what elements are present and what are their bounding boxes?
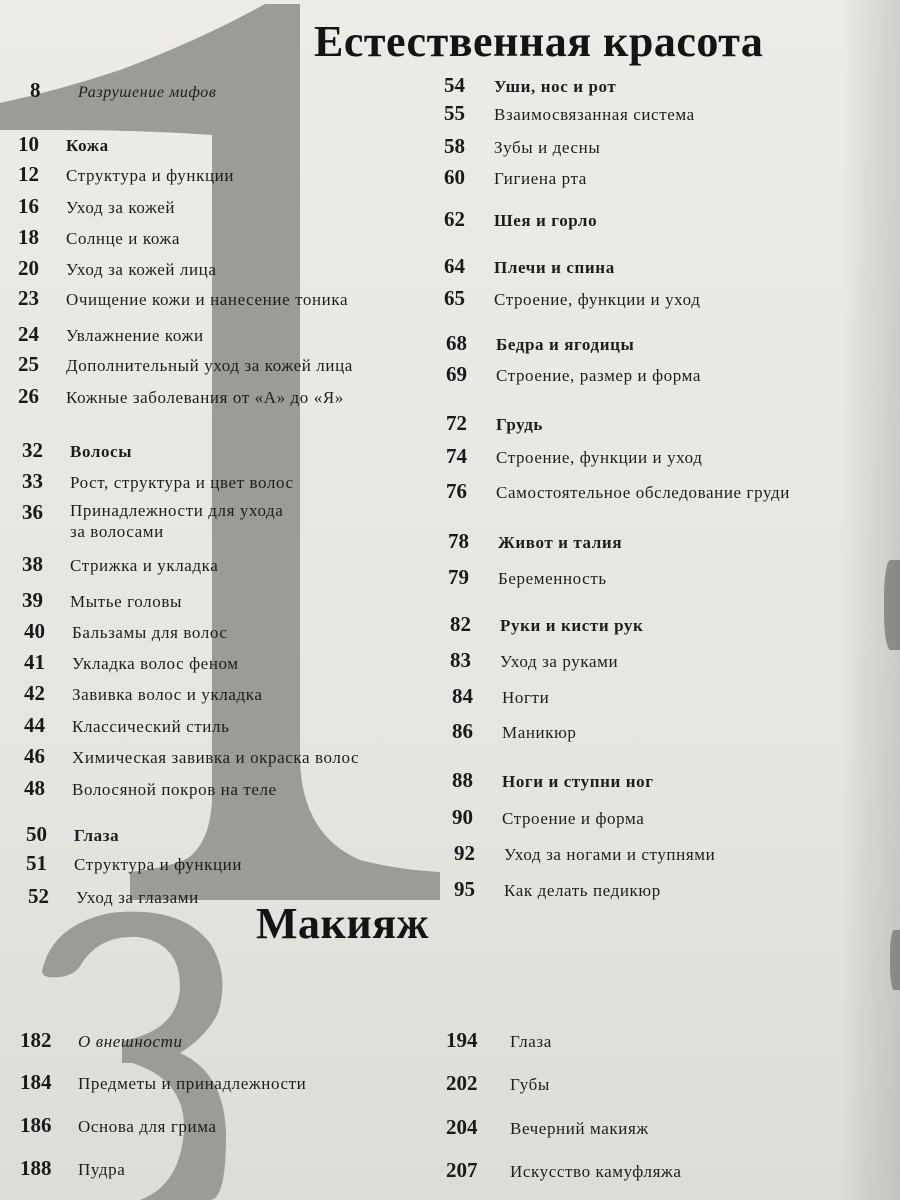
entry-title: Уши, нос и рот (494, 77, 617, 96)
toc-entry[interactable] (446, 1028, 552, 1053)
page-number: 72 (446, 411, 467, 435)
page-number: 51 (26, 851, 47, 875)
page-number: 82 (450, 612, 471, 636)
page-edge-shadow (842, 0, 900, 1200)
page-number: 78 (448, 529, 469, 553)
page-number: 48 (24, 776, 45, 800)
entry-title: Уход за кожей (66, 198, 176, 217)
entry-title: Укладка волос феном (72, 654, 239, 673)
page-number: 186 (20, 1113, 52, 1137)
toc-entry[interactable] (20, 1156, 125, 1181)
page-number: 46 (24, 744, 45, 768)
entry-title-wrap (70, 500, 283, 542)
entry-title: Увлажнение кожи (66, 326, 204, 345)
entry-title: Структура и функции (66, 166, 235, 185)
toc-entry[interactable] (450, 612, 643, 637)
entry-title: Очищение кожи и нанесение тоника (66, 290, 349, 309)
toc-entry[interactable] (20, 1113, 217, 1138)
page-number: 182 (20, 1028, 52, 1052)
toc-entry[interactable] (448, 529, 622, 554)
page-number: 24 (18, 322, 39, 346)
entry-title: Строение и форма (502, 809, 645, 828)
page-number: 95 (454, 877, 475, 901)
entry-title: Искусство камуфляжа (510, 1162, 682, 1181)
page-number: 64 (444, 254, 465, 278)
page-number: 42 (24, 681, 45, 705)
entry-title: Стрижка и укладка (70, 556, 219, 575)
page-number: 39 (22, 588, 43, 612)
entry-title: О внешности (78, 1032, 183, 1051)
entry-title: Уход за ногами и ступнями (504, 845, 716, 864)
page-number: 74 (446, 444, 467, 468)
page-number: 90 (452, 805, 473, 829)
toc-entry[interactable] (454, 877, 661, 902)
toc-entry[interactable] (18, 225, 180, 250)
page-number: 55 (444, 101, 465, 125)
entry-title: Глаза (74, 826, 120, 845)
toc-entry[interactable] (18, 256, 217, 281)
entry-title: Принадлежности для ухода (70, 501, 284, 520)
toc-entry[interactable] (18, 194, 175, 219)
entry-title: Солнце и кожа (66, 229, 181, 248)
page-number: 207 (446, 1158, 478, 1182)
toc-entry[interactable] (20, 1028, 183, 1053)
page-number: 50 (26, 822, 47, 846)
page-number: 58 (444, 134, 465, 158)
entry-title: Ноги и ступни ног (502, 772, 654, 791)
toc-entry[interactable] (18, 384, 344, 409)
page-number: 65 (444, 286, 465, 310)
toc-entry[interactable] (18, 132, 109, 157)
toc-entry[interactable] (24, 776, 277, 801)
page-number: 52 (28, 884, 49, 908)
entry-title: Грудь (496, 415, 543, 434)
toc-entry[interactable] (18, 286, 348, 311)
toc-entry[interactable] (24, 744, 359, 769)
page-number: 188 (20, 1156, 52, 1180)
page-number: 23 (18, 286, 39, 310)
toc-entry[interactable] (18, 352, 353, 377)
toc-entry[interactable] (444, 207, 597, 232)
page-number: 25 (18, 352, 39, 376)
toc-entry[interactable] (444, 286, 701, 311)
toc-entry[interactable] (444, 101, 695, 126)
toc-entry[interactable] (446, 1158, 682, 1183)
entry-title: Зубы и десны (494, 138, 601, 157)
entry-title: Уход за кожей лица (66, 260, 217, 279)
page-number: 36 (22, 500, 43, 524)
toc-entry[interactable] (452, 719, 577, 744)
toc-entry[interactable] (450, 648, 618, 673)
page-number: 83 (450, 648, 471, 672)
toc-entry[interactable] (452, 684, 549, 709)
entry-title: Взаимосвязанная система (494, 105, 695, 124)
toc-entry[interactable] (30, 78, 216, 103)
entry-title: Маникюр (502, 723, 577, 742)
page-number: 54 (444, 73, 465, 97)
entry-title: Гигиена рта (494, 169, 587, 188)
entry-title-line-2: за волосами (70, 522, 164, 541)
toc-entry[interactable] (452, 768, 654, 793)
page-number: 194 (446, 1028, 478, 1052)
page-number: 8 (30, 78, 41, 102)
entry-title: Основа для грима (78, 1117, 217, 1136)
page-number: 38 (22, 552, 43, 576)
entry-title: Уход за глазами (76, 888, 199, 907)
toc-entry[interactable] (454, 841, 715, 866)
entry-title: Как делать педикюр (504, 881, 661, 900)
toc-entry[interactable] (444, 165, 587, 190)
entry-title: Бальзамы для волос (72, 623, 228, 642)
toc-entry[interactable] (18, 162, 234, 187)
toc-entry[interactable] (24, 619, 228, 644)
toc-entry[interactable] (446, 362, 701, 387)
page-number: 84 (452, 684, 473, 708)
page-number: 60 (444, 165, 465, 189)
entry-title: Вечерний макияж (510, 1119, 649, 1138)
entry-title: Завивка волос и укладка (72, 685, 263, 704)
toc-entry[interactable] (452, 805, 644, 830)
toc-entry[interactable] (22, 588, 182, 613)
toc-entry[interactable] (22, 552, 218, 577)
entry-title: Предметы и принадлежности (78, 1074, 307, 1093)
page-number: 32 (22, 438, 43, 462)
toc-entry[interactable] (446, 1071, 550, 1096)
page-number: 40 (24, 619, 45, 643)
entry-title: Плечи и спина (494, 258, 615, 277)
entry-title: Строение, функции и уход (494, 290, 701, 309)
toc-entry[interactable] (448, 565, 607, 590)
page-number: 33 (22, 469, 43, 493)
toc-entry[interactable] (24, 650, 239, 675)
entry-title: Кожа (66, 136, 109, 155)
toc-entry[interactable] (26, 851, 242, 876)
entry-title: Строение, функции и уход (496, 448, 703, 467)
entry-title: Ногти (502, 688, 550, 707)
entry-title: Мытье головы (70, 592, 182, 611)
entry-title: Руки и кисти рук (500, 616, 644, 635)
page-number: 88 (452, 768, 473, 792)
toc-entry[interactable] (24, 681, 263, 706)
entry-title: Волосяной покров на теле (72, 780, 277, 799)
page-number: 41 (24, 650, 45, 674)
section-title-makeup: Макияж (256, 899, 429, 948)
page-number: 18 (18, 225, 39, 249)
toc-entry[interactable] (20, 1070, 306, 1095)
section-title-natural-beauty: Естественная красота (314, 17, 764, 66)
toc-entry[interactable] (444, 134, 600, 159)
entry-title: Разрушение мифов (78, 84, 217, 101)
entry-title: Шея и горло (494, 211, 598, 230)
toc-entry[interactable] (446, 444, 703, 469)
page-number: 76 (446, 479, 467, 503)
entry-title: Пудра (78, 1160, 126, 1179)
entry-title: Рост, структура и цвет волос (70, 473, 294, 492)
page-number: 12 (18, 162, 39, 186)
toc-entry[interactable] (22, 469, 294, 494)
page-number: 20 (18, 256, 39, 280)
entry-title: Уход за руками (500, 652, 619, 671)
page-number: 184 (20, 1070, 52, 1094)
page-number: 202 (446, 1071, 478, 1095)
toc-entry[interactable] (444, 254, 615, 279)
toc-entry[interactable] (446, 331, 634, 356)
entry-title: Классический стиль (72, 717, 230, 736)
toc-entry[interactable] (446, 1115, 649, 1140)
page-number: 79 (448, 565, 469, 589)
page-number: 26 (18, 384, 39, 408)
entry-title: Бедра и ягодицы (496, 335, 635, 354)
toc-entry[interactable] (26, 822, 119, 847)
page-number: 10 (18, 132, 39, 156)
entry-title: Беременность (498, 569, 607, 588)
entry-title: Дополнительный уход за кожей лица (66, 356, 353, 375)
toc-entry[interactable] (446, 411, 543, 436)
toc-entry[interactable] (22, 438, 132, 463)
page-number: 44 (24, 713, 45, 737)
page-number: 69 (446, 362, 467, 386)
page-number: 16 (18, 194, 39, 218)
toc-entry[interactable] (446, 479, 790, 504)
entry-title: Губы (510, 1075, 550, 1094)
page-number: 204 (446, 1115, 478, 1139)
entry-title: Структура и функции (74, 855, 243, 874)
page-number: 92 (454, 841, 475, 865)
entry-title: Химическая завивка и окраска волос (72, 748, 360, 767)
entry-title: Строение, размер и форма (496, 366, 702, 385)
page-number: 68 (446, 331, 467, 355)
entry-title: Кожные заболевания от «А» до «Я» (66, 388, 344, 407)
toc-entry[interactable] (24, 713, 229, 738)
toc-entry[interactable] (22, 500, 283, 542)
page-number: 62 (444, 207, 465, 231)
entry-title: Самостоятельное обследование груди (496, 483, 790, 502)
entry-title: Волосы (70, 442, 133, 461)
toc-entry[interactable] (444, 73, 616, 98)
entry-title: Глаза (510, 1032, 552, 1051)
entry-title: Живот и талия (498, 533, 623, 552)
toc-entry[interactable] (18, 322, 204, 347)
page-number: 86 (452, 719, 473, 743)
toc-entry[interactable] (28, 884, 199, 909)
